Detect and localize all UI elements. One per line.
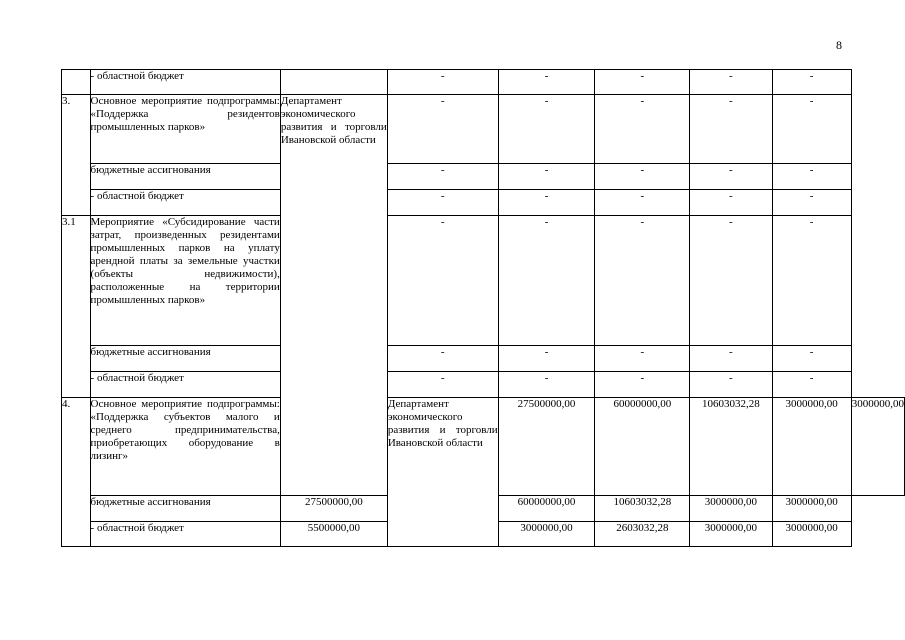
value-cell: 3000000,00: [690, 496, 772, 522]
value-cell: -: [595, 190, 690, 216]
value-cell: 2603032,28: [595, 522, 690, 547]
value-cell: -: [690, 190, 772, 216]
value-cell: 60000000,00: [595, 398, 690, 496]
value-cell: -: [772, 70, 851, 95]
budget-table: [61, 69, 905, 547]
table-row: [62, 216, 905, 346]
table-row: [62, 372, 905, 398]
row-label: бюджетные ассигнования: [90, 346, 280, 372]
value-cell: -: [387, 346, 498, 372]
value-cell: 10603032,28: [690, 398, 772, 496]
executor-cell: [280, 70, 387, 95]
value-cell: -: [772, 346, 851, 372]
value-cell: -: [498, 95, 595, 164]
row-title: Основное мероприятие подпрограммы: «Поддержка резидентов промышленных парков»: [90, 95, 280, 164]
value-cell: -: [387, 372, 498, 398]
row-label: - областной бюджет: [90, 522, 280, 547]
value-cell: -: [690, 70, 772, 95]
table-row: [62, 346, 905, 372]
value-cell: -: [498, 164, 595, 190]
row-number-cell: [62, 70, 91, 95]
executor-cell: Департамент экономического развития и торговли Ивановской области: [280, 95, 387, 496]
value-cell: -: [772, 190, 851, 216]
value-cell: -: [772, 164, 851, 190]
value-cell: -: [387, 70, 498, 95]
value-cell: -: [690, 164, 772, 190]
value-cell: -: [595, 216, 690, 346]
row-label: - областной бюджет: [90, 372, 280, 398]
value-cell: 60000000,00: [498, 496, 595, 522]
table-row: [62, 190, 905, 216]
value-cell: 27500000,00: [498, 398, 595, 496]
value-cell: 3000000,00: [772, 496, 851, 522]
value-cell: 3000000,00: [851, 398, 904, 496]
value-cell: -: [498, 190, 595, 216]
value-cell: 3000000,00: [772, 522, 851, 547]
table-row: [62, 70, 905, 95]
row-label: - областной бюджет: [90, 190, 280, 216]
table-row: [62, 164, 905, 190]
value-cell: -: [387, 164, 498, 190]
table-row: [62, 95, 905, 164]
value-cell: -: [387, 216, 498, 346]
row-number: 3.: [62, 95, 91, 216]
value-cell: 3000000,00: [690, 522, 772, 547]
value-cell: -: [595, 70, 690, 95]
value-cell: -: [772, 216, 851, 346]
value-cell: 27500000,00: [280, 496, 387, 522]
value-cell: -: [772, 95, 851, 164]
value-cell: -: [690, 95, 772, 164]
table-row: [62, 398, 905, 496]
value-cell: 10603032,28: [595, 496, 690, 522]
value-cell: -: [690, 346, 772, 372]
value-cell: -: [595, 95, 690, 164]
value-cell: 3000000,00: [772, 398, 851, 496]
value-cell: -: [772, 372, 851, 398]
page-number: 8: [836, 38, 842, 52]
value-cell: -: [498, 372, 595, 398]
value-cell: -: [595, 164, 690, 190]
executor-cell: Департамент экономического развития и торговли Ивановской области: [387, 398, 498, 547]
row-label: бюджетные ассигнования: [90, 164, 280, 190]
row-label: бюджетные ассигнования: [90, 496, 280, 522]
row-title: Мероприятие «Субсидирование части затрат, произведенных резидентами промышленных парков на уплату арендной платы за земельные участки (объекты недвижимости), расположенные на территории промышленных парков»: [90, 216, 280, 346]
value-cell: -: [387, 95, 498, 164]
value-cell: -: [387, 190, 498, 216]
value-cell: -: [690, 216, 772, 346]
row-label: - областной бюджет: [90, 70, 280, 95]
value-cell: -: [498, 346, 595, 372]
row-number: 3.1: [62, 216, 91, 398]
row-title: Основное мероприятие подпрограммы: «Поддержка субъектов малого и среднего предпринимательства, приобретающих оборудование в лизинг»: [90, 398, 280, 496]
value-cell: 3000000,00: [498, 522, 595, 547]
value-cell: -: [498, 216, 595, 346]
value-cell: -: [595, 372, 690, 398]
value-cell: 5500000,00: [280, 522, 387, 547]
value-cell: -: [595, 346, 690, 372]
value-cell: -: [498, 70, 595, 95]
row-number: 4.: [62, 398, 91, 547]
value-cell: -: [690, 372, 772, 398]
